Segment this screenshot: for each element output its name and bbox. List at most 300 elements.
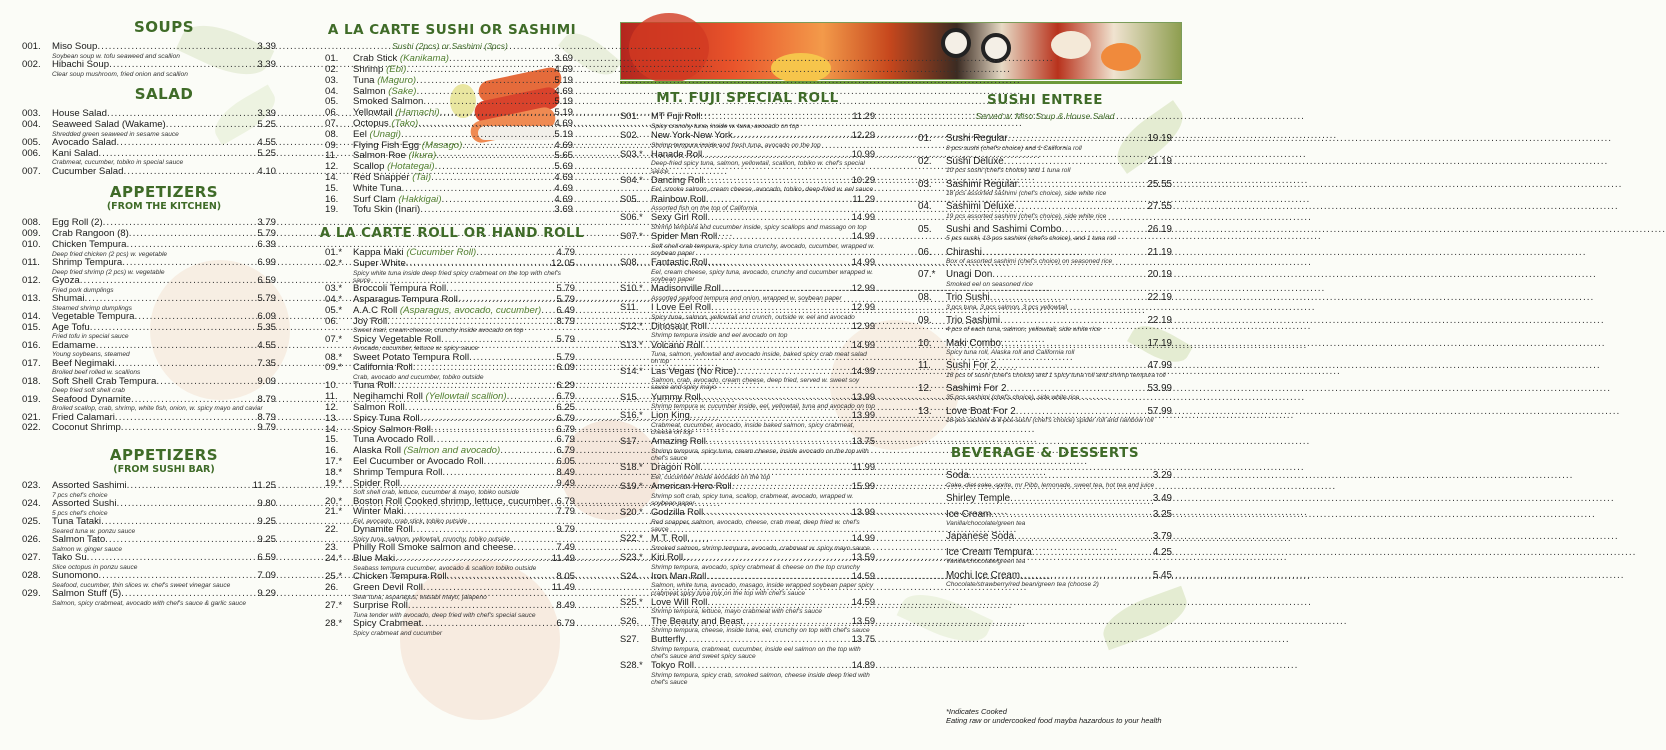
item-name (946, 470, 969, 482)
item-description: Shrimp tempura inside and eel avocado on top (651, 332, 788, 340)
item-number: 017. (22, 357, 41, 369)
item-price: 22.19 (1147, 292, 1172, 304)
item-name-text: Miso Soup (52, 41, 98, 52)
dot-leader (700, 463, 852, 474)
menu-item (22, 359, 276, 377)
item-name-text: Salmon Roll (353, 402, 405, 414)
dot-leader (121, 589, 257, 600)
footer-notes (946, 707, 1186, 725)
menu-item (620, 392, 875, 411)
item-name-text: Egg Roll (2) (52, 217, 103, 229)
item-description: Young soybeans, steamed (52, 351, 130, 359)
dot-leader (711, 303, 852, 314)
item-number: S28.* (620, 660, 643, 671)
dot-leader (992, 269, 1147, 281)
item-number: 16. (325, 193, 339, 205)
item-name-text: Yellowtail (353, 107, 393, 119)
menu-item-line (22, 323, 276, 334)
menu-item (22, 276, 276, 294)
dot-leader (135, 312, 258, 323)
item-description: Shrimp tempura, spicy tuna, cream cheese, inside avocado on the top with chef's sauce (651, 447, 869, 463)
item-price: 19.19 (1147, 133, 1172, 145)
item-description: Assorted seafood tempura and onion, wrapped w. soybean paper (651, 294, 842, 302)
item-name-text: Shrimp Tempura Roll (353, 466, 443, 478)
menu-item (620, 634, 875, 660)
item-price: 21.19 (1147, 246, 1172, 258)
dot-leader (1061, 224, 1147, 236)
item-number: 11. (325, 150, 338, 162)
item-name-text: Spicy Vegetable Roll (353, 333, 441, 345)
menu-item-line (620, 194, 875, 206)
menu-item-line (620, 175, 875, 187)
item-number: 024. (22, 497, 41, 509)
item-price: 21.19 (1147, 155, 1172, 167)
item-price: 10.99 (851, 148, 875, 159)
item-description: 5 pcs chef's choice (52, 509, 108, 517)
item-number: 05. (918, 223, 932, 235)
item-name (52, 423, 121, 434)
menu-item-line (946, 493, 1172, 505)
item-price: 12.99 (851, 283, 875, 294)
item-name (52, 42, 97, 53)
item-name (651, 462, 700, 473)
item-number: S06.* (620, 212, 643, 223)
item-name (52, 499, 117, 510)
item-name (651, 597, 707, 608)
dot-leader (707, 213, 851, 224)
item-price: 3.69 (554, 204, 573, 216)
menu-item-line (620, 436, 875, 448)
item-price: 13.99 (851, 391, 875, 402)
menu-item (22, 517, 276, 535)
item-name (946, 493, 1010, 505)
section-title-salad: SALAD (134, 85, 194, 103)
menu-item-line (620, 481, 875, 493)
item-name-text: Lion King (651, 410, 690, 421)
item-description: 8 pcs sushi (chef's choice) and 1 California roll (946, 144, 1082, 152)
dot-leader (687, 534, 852, 545)
item-description: Broiled beef rolled w. scallions (52, 369, 141, 377)
item-number: 08. (325, 128, 339, 140)
item-description: Slice octopus in ponzu sauce (52, 563, 138, 571)
menu-item (946, 570, 1172, 589)
item-price: 6.79 (556, 495, 575, 507)
item-name-text: Spicy Salmon Roll (353, 423, 431, 435)
item-price: 12.99 (851, 301, 875, 312)
menu-item (325, 619, 575, 637)
menu-item-line (325, 601, 575, 612)
section-title-appetizers-kitchen: APPETIZERS (109, 183, 219, 202)
item-price: 6.59 (257, 551, 276, 563)
item-description: Deep fried soft shell crab (52, 387, 125, 395)
dot-leader (406, 259, 551, 270)
menu-item-line (918, 338, 1172, 350)
item-number: 009. (22, 227, 41, 239)
item-name-text: Chicken Tempura (52, 238, 127, 250)
item-name-text: Salmon Stuff (5) (52, 587, 122, 599)
item-number: 11. (325, 391, 338, 403)
menu-item-line (620, 597, 875, 609)
menu-item-line (918, 360, 1172, 372)
dot-leader (101, 517, 257, 528)
item-name-text: Spicy Tuna Roll (353, 412, 420, 424)
menu-item-line (946, 470, 1172, 482)
menu-item-line (325, 205, 573, 216)
item-price: 27.55 (1147, 201, 1172, 213)
item-japanese-name: (Asparagus, avocado, cucumber) (399, 304, 542, 316)
dot-leader (706, 437, 852, 448)
item-description: 18 pcs assorted sashimi (chef's choice), side white rice (946, 190, 1107, 198)
item-price: 5.19 (554, 107, 573, 119)
menu-item-line (620, 462, 875, 474)
item-price: 4.69 (554, 193, 573, 205)
item-name-text: Shumai (52, 292, 85, 304)
item-description: Crabmeat, cucumber, tobiko in special sauce (52, 159, 184, 167)
item-number: 07. (325, 117, 339, 129)
item-number: S16.* (620, 410, 643, 421)
item-number: 002. (22, 59, 41, 70)
menu-item-line (22, 423, 276, 434)
item-name-text: Dragon Roll (651, 462, 701, 473)
menu-item (620, 597, 875, 616)
menu-item (22, 323, 276, 341)
item-name-text: Avocado Salad (52, 136, 117, 148)
item-number: 12. (918, 382, 932, 394)
dot-leader (80, 276, 258, 287)
item-name-text: M.T. Roll (651, 533, 688, 544)
item-number: 05. (325, 96, 339, 108)
dot-leader (98, 149, 257, 160)
menu-item-line (620, 340, 875, 352)
dot-leader (743, 617, 852, 628)
section-subtitle-ala-carte-sushi: Sushi (2pcs) or Sashimi (3pcs) (392, 41, 508, 52)
item-price: 14.99 (851, 533, 875, 544)
dot-leader (131, 395, 257, 406)
dot-leader (126, 240, 257, 251)
item-name-text: Dynamite Roll (353, 524, 413, 536)
item-name (52, 294, 85, 305)
menu-item-line (22, 377, 276, 388)
menu-item (22, 499, 276, 517)
item-description: Seared tuna w. ponzu sauce (52, 527, 136, 535)
item-number: 025. (22, 515, 41, 527)
menu-item (918, 201, 1172, 220)
item-price: 6.59 (257, 274, 276, 286)
item-description: Shredded green seaweed in sesame sauce (52, 130, 179, 138)
item-price: 4.69 (554, 85, 573, 97)
menu-item-line (620, 392, 875, 404)
dot-leader (736, 367, 851, 378)
item-price: 9.25 (257, 533, 276, 545)
item-description: Sear tuna, asparagus, wasabi mayo, jalapeno (353, 593, 487, 601)
section-title-ala-carte-sushi: A LA CARTE SUSHI OR SASHIMI (327, 22, 577, 38)
dot-leader (706, 195, 853, 206)
dot-leader (166, 120, 258, 131)
menu-item (918, 360, 1172, 379)
item-name-text: Sushi Deluxe (946, 155, 1004, 167)
item-number: 007. (22, 165, 41, 177)
item-name (353, 259, 406, 270)
item-price: 5.19 (554, 96, 573, 108)
item-number: 25.* (325, 571, 343, 583)
beverage-list (918, 470, 1172, 588)
item-price: 3.39 (257, 108, 276, 119)
item-name-text: Salmon (353, 85, 386, 97)
menu-item-line (620, 507, 875, 519)
dot-leader (982, 247, 1148, 259)
item-japanese-name: (Salmon and avocado) (403, 445, 501, 457)
menu-item-line (918, 269, 1172, 281)
item-name-text: Soft Shell Crab Tempura (52, 375, 157, 387)
item-name (651, 321, 707, 332)
item-price: 14.99 (851, 365, 875, 376)
item-name-text: American Hero Roll (651, 481, 732, 492)
item-name-text: Smoked Salmon (353, 96, 424, 108)
dot-leader (707, 322, 852, 333)
dot-leader (733, 131, 852, 142)
item-name (353, 525, 413, 536)
item-number: 11. (918, 360, 931, 372)
item-description: Crabmeat, cucumber, avocado, inside baked salmon, spicy crabmeat, cheese on top (651, 421, 855, 437)
item-number: 026. (22, 533, 41, 545)
menu-item (918, 179, 1172, 198)
item-name-text: Negihamchi Roll (353, 391, 423, 403)
menu-item-line (946, 531, 1172, 543)
item-name-text: Butterfly (651, 634, 686, 645)
item-description: Tuna, salmon, yellowtail and avocado inside, baked spicy crab meat salad on top (651, 351, 867, 366)
item-number: 04. (918, 201, 932, 213)
item-number: S12.* (620, 320, 643, 331)
menu-item (325, 335, 575, 353)
item-description: Salmon, white tuna, avocado, masago, inside wrapped soybean paper spicy crabmeat spicy tuna mix on the top with chef's sauce (651, 582, 874, 597)
item-name-text: Sunomono (52, 569, 99, 581)
item-number: S17. (620, 436, 640, 447)
section-title-ala-carte-roll: A LA CARTE ROLL OR HAND ROLL (319, 225, 585, 242)
item-name-text: Maki Combo (946, 337, 1001, 349)
item-name-text: Dinosaur Roll (651, 320, 707, 331)
item-description: Deep fried shrimp (2 pcs) w. vegetable (52, 268, 165, 276)
dot-leader (701, 393, 852, 404)
item-name-text: Sashimi Regular (946, 178, 1018, 190)
menu-item (918, 156, 1172, 175)
dot-leader (690, 411, 852, 422)
item-japanese-name: (Maguro) (377, 74, 417, 86)
item-price: 13.75 (851, 436, 875, 447)
item-name (651, 660, 694, 671)
item-number: 12. (325, 161, 339, 173)
item-description: 5 pcs sushi, 13 pcs sashimi (chef's choice), and 1 tuna roll (946, 235, 1116, 243)
item-name (52, 571, 98, 582)
item-japanese-name: (Hakkigai) (398, 193, 442, 205)
item-number: 01. (325, 53, 339, 65)
item-name-text: Boston Roll (353, 495, 403, 507)
item-number: 016. (22, 339, 41, 351)
item-name (52, 553, 87, 564)
item-name (52, 323, 90, 334)
menu-item-line (22, 589, 276, 600)
item-price: 57.99 (1147, 405, 1172, 417)
item-japanese-name: (Tako) (391, 117, 419, 129)
item-name (651, 283, 721, 294)
dot-leader (123, 167, 257, 178)
item-description: Soybean soup w. tofu seaweed and scallion (52, 52, 180, 60)
menu-item-line (22, 240, 276, 251)
item-number: S13.* (620, 339, 643, 350)
item-price: 4.25 (1152, 546, 1172, 558)
menu-item-line (620, 533, 875, 545)
item-price: 5.35 (257, 321, 276, 333)
item-description: Box of assorted sashimi (chef's choice) on seasoned rice (946, 258, 1113, 266)
menu-item (620, 507, 875, 533)
item-name-text: Salmon Tato (52, 533, 106, 545)
item-price: 5.45 (1152, 569, 1172, 581)
item-price: 20.19 (1147, 269, 1172, 281)
menu-item (325, 525, 575, 543)
item-name-text: Yummy Roll (651, 391, 701, 402)
menu-item (918, 338, 1172, 357)
item-price: 12.99 (851, 320, 875, 331)
item-name-text: Assorted Sashimi (52, 479, 127, 491)
menu-item (325, 583, 575, 601)
menu-item (22, 60, 276, 78)
menu-item (22, 341, 276, 359)
item-name-text: Edamame (52, 339, 96, 351)
item-name (946, 531, 1014, 543)
item-price: 6.25 (556, 402, 575, 414)
menu-item (620, 410, 875, 436)
item-price: 14.99 (851, 257, 875, 268)
item-name (52, 359, 114, 370)
item-price: 14.99 (851, 212, 875, 223)
dot-leader (423, 583, 552, 594)
item-number: S10.* (620, 283, 643, 294)
menu-item-line (325, 619, 575, 630)
item-number: S05. (620, 193, 640, 204)
dot-leader (400, 479, 556, 490)
item-number: S04.* (620, 174, 643, 185)
menu-item (325, 363, 575, 381)
item-name (651, 410, 690, 421)
dot-leader (1018, 179, 1148, 191)
dot-leader (1010, 493, 1153, 505)
item-price: 13.59 (851, 615, 875, 626)
item-name (651, 552, 683, 563)
item-name-text: I Love Eel Roll (651, 301, 711, 312)
menu-item (946, 509, 1172, 528)
dot-leader (441, 335, 556, 346)
menu-item (620, 283, 875, 302)
item-name-text: Sashimi For 2 (946, 382, 1007, 394)
item-number: S14.* (620, 365, 643, 376)
menu-item-line (22, 359, 276, 370)
menu-item (918, 269, 1172, 288)
item-number: 20.* (325, 495, 343, 507)
menu-item-line (325, 335, 575, 346)
item-name (52, 341, 96, 352)
menu-item (325, 601, 575, 619)
item-number: S20.* (620, 507, 643, 518)
menu-item (620, 302, 875, 321)
item-name (52, 517, 101, 528)
item-description: Salmon w. ginger sauce (52, 545, 123, 553)
menu-item (918, 406, 1172, 425)
menu-item (918, 224, 1172, 243)
item-name-text: Love Will Roll (651, 596, 708, 607)
item-price: 4.69 (554, 117, 573, 129)
item-number: 003. (22, 108, 41, 119)
item-name (651, 634, 685, 645)
item-description: 19 pcs assorted sashimi (chef's choice), side white rice (946, 212, 1107, 220)
item-name-text: California Roll (353, 362, 413, 374)
item-price: 6.79 (556, 412, 575, 424)
item-number: 022. (22, 422, 41, 434)
item-name (946, 360, 996, 372)
item-price: 9.79 (257, 422, 276, 434)
item-name (52, 258, 122, 269)
item-price: 12.29 (851, 129, 875, 140)
item-price: 11.29 (852, 193, 875, 204)
dot-leader (717, 232, 852, 243)
item-name (946, 269, 992, 281)
item-number: 07.* (918, 269, 936, 281)
menu-item (620, 660, 875, 686)
item-number: S03.* (620, 148, 643, 159)
item-extra: Smoke salmon and cheese (397, 542, 514, 554)
item-price: 6.39 (257, 238, 276, 250)
item-name (651, 194, 706, 205)
item-description: Sweet inari, cream cheese, crunchy inside avocado on top (353, 327, 524, 335)
menu-item-line (620, 366, 875, 378)
menu-item (620, 231, 875, 257)
item-price: 17.19 (1147, 337, 1172, 349)
item-number: 13. (325, 412, 339, 424)
menu-item (325, 479, 575, 497)
item-price: 8.79 (257, 411, 276, 423)
dot-leader (87, 553, 258, 564)
raw-food-warning: Eating raw or undercooked food mayba hazardous to your health (946, 716, 1162, 725)
item-number: 10. (918, 337, 932, 349)
menu-item-line (620, 616, 875, 628)
item-number: 19.* (325, 477, 343, 489)
item-price: 9.49 (556, 477, 575, 489)
item-name-text: House Salad (52, 108, 107, 119)
item-number: S19.* (620, 481, 643, 492)
item-name-text: Tuna Roll (353, 380, 394, 392)
item-name (651, 507, 703, 518)
item-price: 5.19 (554, 74, 573, 86)
item-number: 001. (22, 41, 41, 52)
item-name-text: Vegetable Tempura (52, 310, 135, 322)
item-name-text: Alaska Roll (353, 445, 401, 457)
item-price: 11.29 (852, 111, 875, 122)
item-name (353, 601, 408, 612)
dot-leader (996, 360, 1147, 372)
item-number: 14. (325, 423, 339, 435)
dot-leader (395, 554, 552, 565)
dot-leader (969, 470, 1153, 482)
item-name (353, 507, 404, 518)
dot-leader (991, 509, 1153, 521)
item-name (651, 130, 733, 141)
item-name-text: Trio Sashimi (946, 314, 1001, 326)
dot-leader (707, 598, 851, 609)
item-description: Smoked eel on seasoned rice (946, 280, 1033, 288)
item-description: Soft shell crab, lettuce, cucumber & mayo, tobiko outside (353, 489, 520, 497)
menu-item (620, 149, 875, 175)
menu-item-line (22, 276, 276, 287)
item-price: 11.25 (252, 479, 276, 491)
item-price: 25.55 (1147, 178, 1172, 190)
